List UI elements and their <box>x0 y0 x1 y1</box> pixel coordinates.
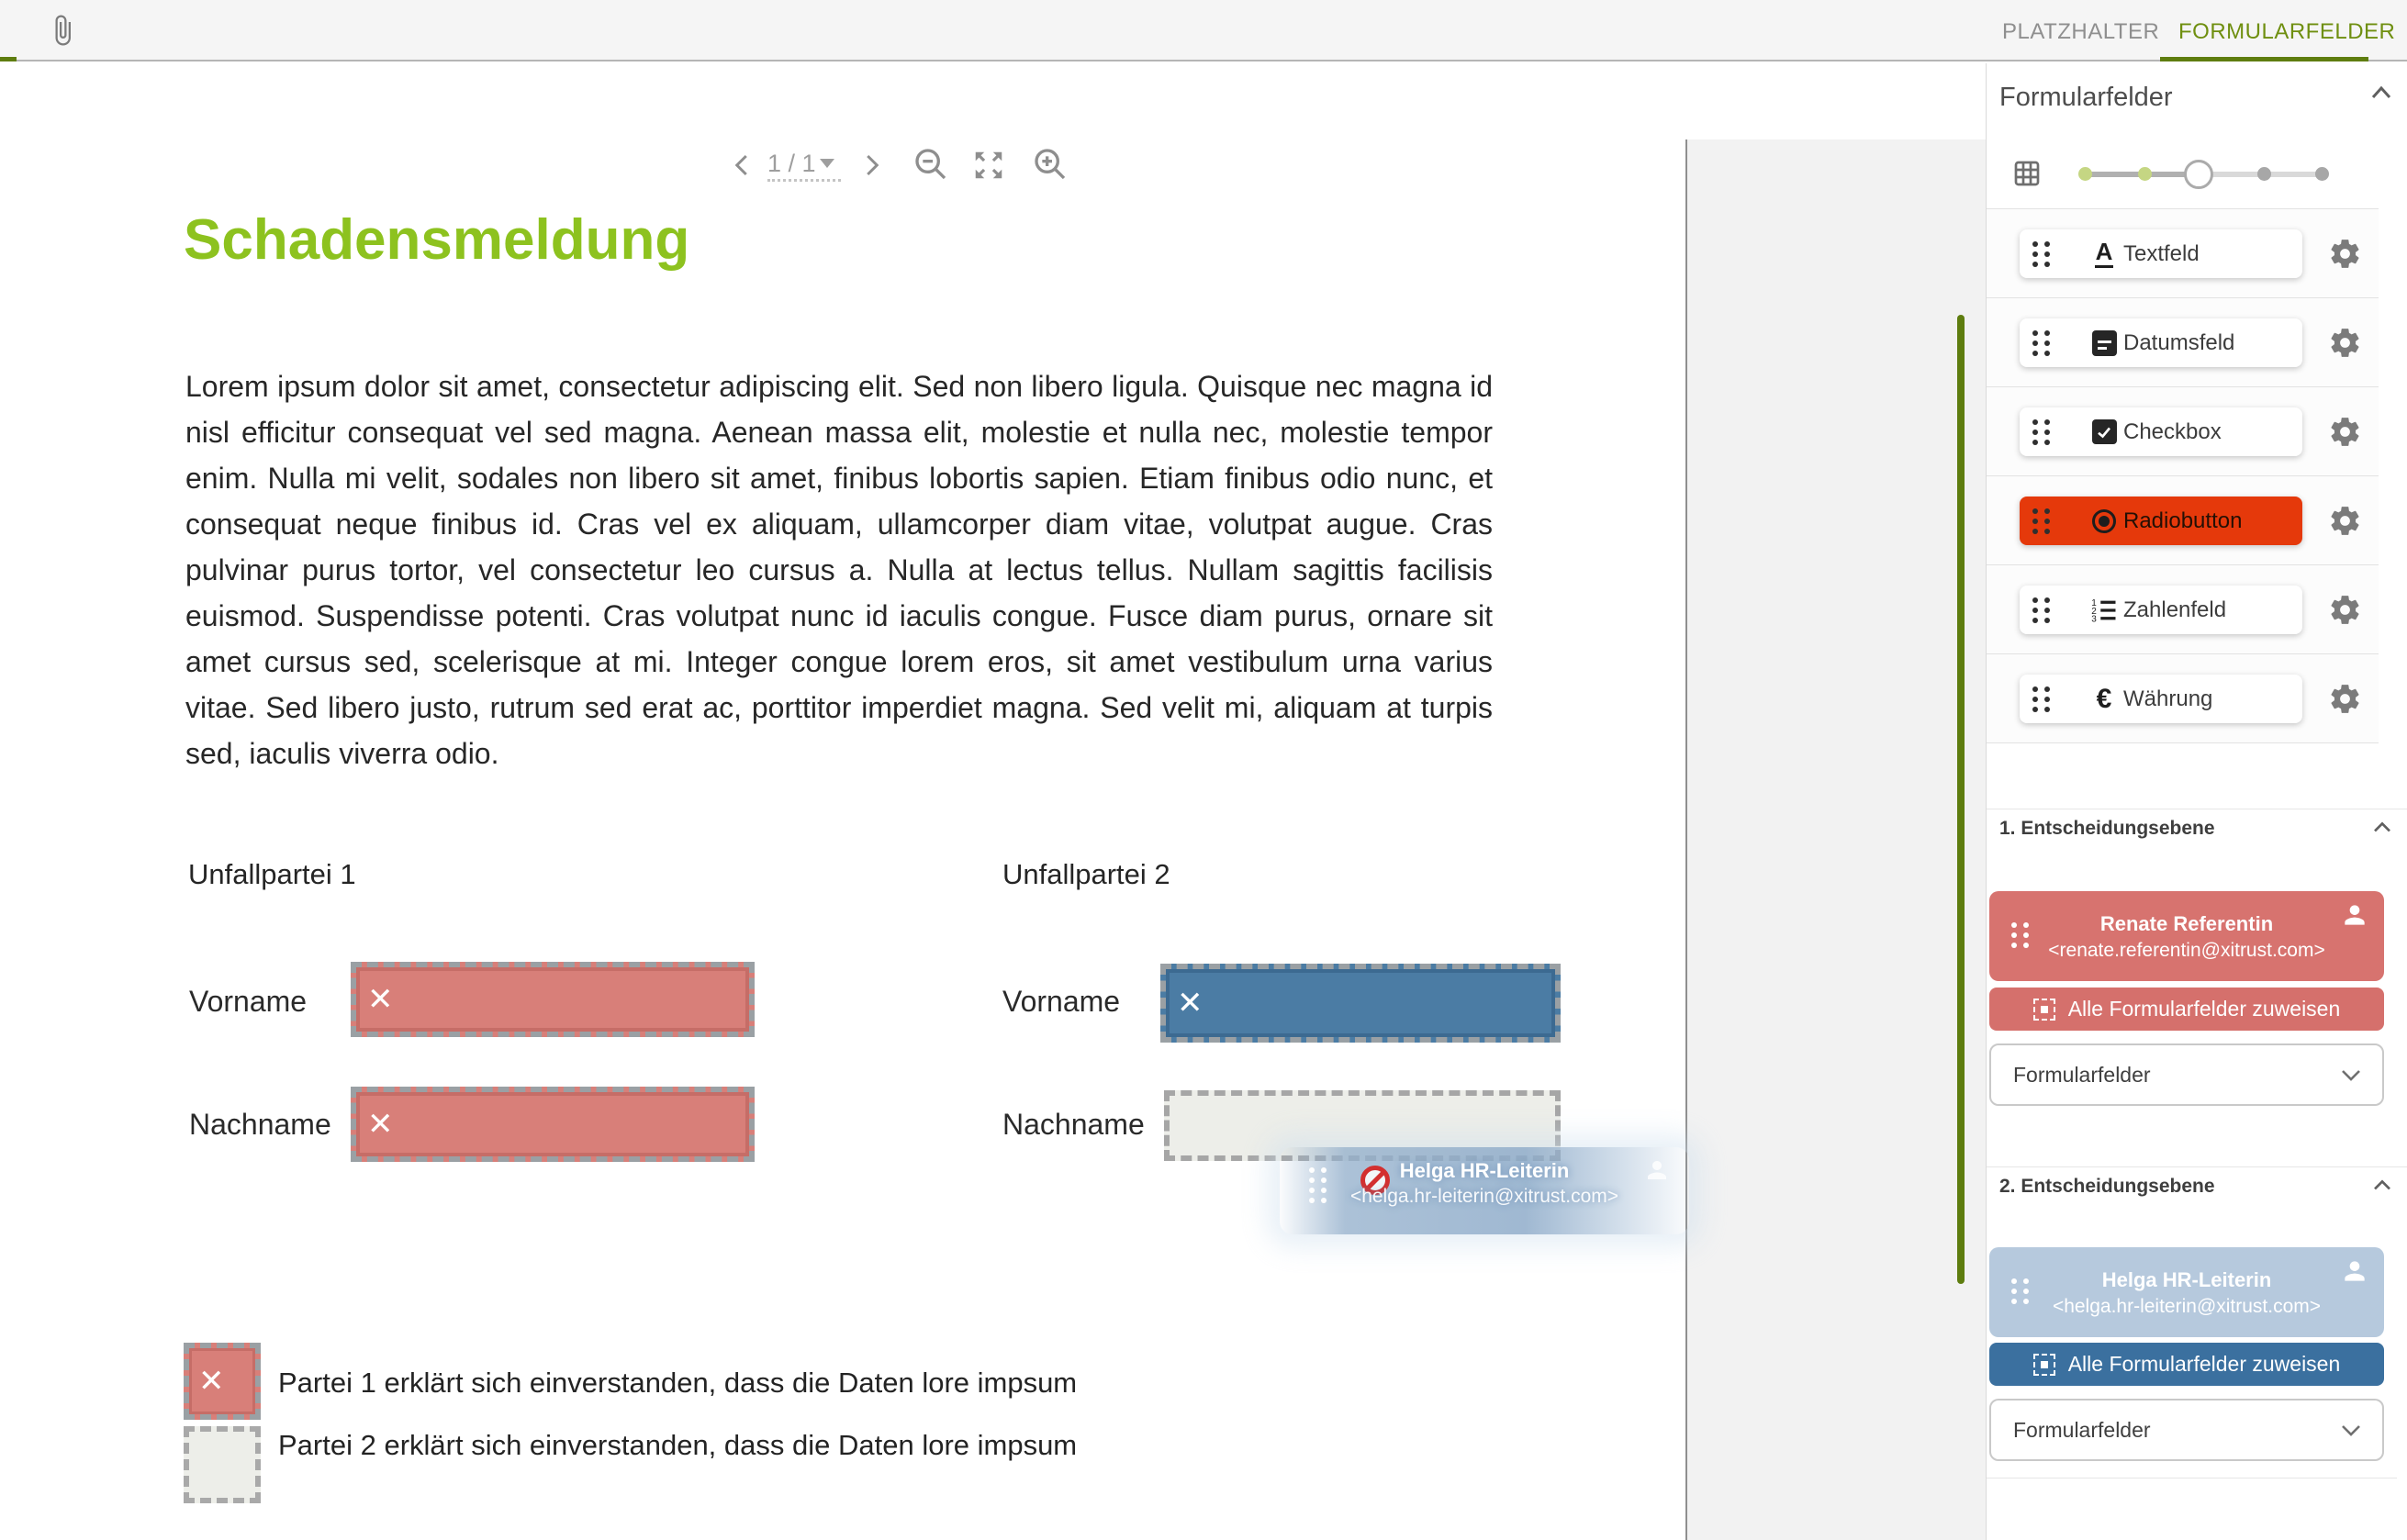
gear-icon[interactable] <box>2328 237 2362 271</box>
party2-vorname-label: Vorname <box>1002 985 1121 1018</box>
page-select-caret-icon[interactable] <box>820 159 834 168</box>
drag-handle-icon <box>2032 419 2050 445</box>
field-type-label: Datumsfeld <box>2123 329 2235 355</box>
document-paragraph: Lorem ipsum dolor sit amet, consectetur adipiscing elit. Sed non libero ligula. Quisque nec magna id nisl efficitur consequat vel sed magna. Aenean massa elit, molestie et nulla nec, molestie tempor enim. Nulla mi velit, sodales non libero sit amet, finibus lobortis sapien. Etiam finibus odio nunc, et consequat neque finibus id. Cras vel ex aliquam, ullamcorper diam vitae, volutpat augue. Cras pulvinar purus tortor, vel consectetur leo cursus a. Nulla at lectus tellus. Nullam sagittis facilisis euismod. Suspendisse potenti. Cras volutpat nunc id iaculis congue. Fusce diam purus, ornare sit amet cursus sed, scelerisque at mi. Integer congue lorem eros, sit amet vestibulum urna varius vitae. Sed libero justo, rutrum sed erat ac, porttitor imperdiet magna. Sed velit mi, aliquam at turpis sed, iaculis viverra odio. <box>185 370 1493 770</box>
slider-thumb[interactable] <box>2184 160 2213 189</box>
gear-icon[interactable] <box>2328 504 2362 538</box>
field-type-label: Textfeld <box>2123 240 2200 266</box>
field-type-waehrung[interactable] <box>2020 675 2302 723</box>
date-field-icon <box>2089 329 2119 358</box>
party1-vorname-field-assigned[interactable] <box>351 962 755 1037</box>
page-indicator-underline <box>767 179 841 182</box>
user-name: Helga HR-Leiterin <box>2101 1268 2272 1291</box>
currency-icon: € <box>2096 683 2112 714</box>
field-type-list <box>1987 208 2379 743</box>
assigned-x-mark: ✕ <box>1177 986 1204 1021</box>
number-field-icon <box>2089 596 2119 625</box>
field-type-checkbox[interactable] <box>2020 407 2302 456</box>
gear-icon[interactable] <box>2328 682 2362 716</box>
consent2-checkbox-empty[interactable] <box>184 1426 261 1503</box>
level1-section-header: 1. Entscheidungsebene <box>1999 818 2215 839</box>
drag-handle-icon <box>2032 508 2050 534</box>
chevron-down-icon <box>2340 1067 2362 1084</box>
party1-vorname-label: Vorname <box>189 985 308 1018</box>
svg-text:2: 2 <box>2091 606 2097 617</box>
ghost-user-name: Helga HR-Leiterin <box>1399 1159 1570 1182</box>
drag-ghost-user-card[interactable] <box>1280 1147 1689 1234</box>
section-bottom-edge <box>1987 1478 2397 1479</box>
zoom-in-icon[interactable] <box>1032 146 1069 183</box>
user-email: <helga.hr-leiterin@xitrust.com> <box>2052 1296 2322 1317</box>
drag-handle-icon <box>2032 686 2050 712</box>
party1-nachname-label: Nachname <box>189 1108 331 1141</box>
user-card-helga[interactable] <box>1989 1247 2384 1337</box>
select-all-icon <box>2033 999 2055 1021</box>
formularfelder-dropdown-level1[interactable] <box>1989 1043 2384 1106</box>
person-icon <box>2340 900 2369 930</box>
level2-section-header: 2. Entscheidungsebene <box>1999 1176 2215 1197</box>
assign-all-fields-button-level2[interactable] <box>1989 1343 2384 1386</box>
consent2-text: Partei 2 erklärt sich einverstanden, dass die Daten lore impsum <box>278 1429 1078 1461</box>
assign-button-label: Alle Formularfelder zuweisen <box>2067 1352 2341 1376</box>
chevron-up-icon[interactable] <box>2372 820 2392 834</box>
field-type-label: Checkbox <box>2123 418 2222 444</box>
gear-icon[interactable] <box>2328 415 2362 449</box>
field-type-row <box>1987 654 2379 743</box>
person-icon <box>1643 1156 1671 1184</box>
svg-text:3: 3 <box>2091 614 2097 624</box>
ghost-user-email: <helga.hr-leiterin@xitrust.com> <box>1349 1186 1619 1207</box>
field-type-datumsfeld[interactable] <box>2020 318 2302 367</box>
select-all-icon <box>2033 1354 2055 1376</box>
assigned-x-mark: ✕ <box>367 1107 394 1142</box>
previous-page-button[interactable] <box>729 151 756 179</box>
sidebar-heading: Formularfelder <box>1999 83 2173 112</box>
formularfelder-dropdown-level2[interactable] <box>1989 1399 2384 1461</box>
grid-size-icon[interactable] <box>2012 159 2042 188</box>
assign-all-fields-button-level1[interactable] <box>1989 988 2384 1031</box>
collapse-panel-icon[interactable] <box>2370 84 2392 102</box>
viewer-gutter <box>1687 139 1986 1540</box>
document-title: Schadensmeldung <box>184 208 690 272</box>
slider-stop-4[interactable] <box>2257 167 2271 181</box>
field-type-row <box>1987 298 2379 387</box>
assigned-x-mark: ✕ <box>367 982 394 1017</box>
text-field-icon: A <box>2089 240 2119 269</box>
section-divider <box>1987 1166 2407 1167</box>
drag-handle-icon <box>2032 241 2050 267</box>
drag-handle-icon <box>2032 597 2050 623</box>
sidebar-formularfelder <box>1986 63 2407 1540</box>
next-page-button[interactable] <box>857 151 885 179</box>
field-type-label: Währung <box>2123 686 2213 711</box>
dropdown-label: Formularfelder <box>2013 1062 2151 1087</box>
field-type-label: Zahlenfeld <box>2123 597 2227 622</box>
tab-platzhalter[interactable]: PLATZHALTER <box>2002 19 2160 44</box>
dropdown-label: Formularfelder <box>2013 1417 2151 1442</box>
assigned-x-mark: ✕ <box>198 1364 225 1399</box>
user-email: <renate.referentin@xitrust.com> <box>2048 940 2325 961</box>
field-type-row <box>1987 565 2379 654</box>
gear-icon[interactable] <box>2328 593 2362 627</box>
field-type-row <box>1987 209 2379 298</box>
checkbox-icon <box>2089 418 2119 447</box>
left-corner-accent <box>0 57 17 61</box>
drop-zone-accent-bar <box>1957 315 1965 1284</box>
drag-handle-icon <box>2032 330 2050 356</box>
consent1-checkbox-assigned[interactable] <box>184 1343 261 1420</box>
party1-heading: Unfallpartei 1 <box>188 858 356 890</box>
fullscreen-icon[interactable] <box>971 148 1006 183</box>
field-type-row <box>1987 387 2379 476</box>
party2-vorname-field-assigned[interactable] <box>1160 964 1561 1043</box>
radiobutton-icon <box>2089 507 2119 536</box>
chevron-up-icon[interactable] <box>2372 1177 2392 1192</box>
slider-stop-5[interactable] <box>2315 167 2329 181</box>
person-icon <box>2340 1256 2369 1286</box>
assign-button-label: Alle Formularfelder zuweisen <box>2067 997 2341 1021</box>
party1-nachname-field-assigned[interactable] <box>351 1087 755 1162</box>
field-type-textfeld[interactable] <box>2020 229 2302 278</box>
page-indicator[interactable]: 1 / 1 <box>767 150 816 177</box>
party2-nachname-label: Nachname <box>1002 1108 1145 1141</box>
page-toolbar <box>0 63 1986 177</box>
party2-heading: Unfallpartei 2 <box>1002 858 1170 890</box>
chevron-down-icon <box>2340 1423 2362 1439</box>
field-type-zahlenfeld[interactable] <box>2020 586 2302 634</box>
gear-icon[interactable] <box>2328 326 2362 360</box>
field-type-label: Radiobutton <box>2123 508 2243 533</box>
zoom-out-icon[interactable] <box>912 146 949 183</box>
attachment-icon[interactable] <box>46 12 79 49</box>
user-name: Renate Referentin <box>2099 912 2274 935</box>
tab-formularfelder[interactable]: FORMULARFELDER <box>2178 19 2396 44</box>
user-card-renate[interactable] <box>1989 891 2384 981</box>
svg-text:1: 1 <box>2091 597 2097 608</box>
active-tab-indicator <box>2160 57 2368 61</box>
field-type-radiobutton-active[interactable] <box>2020 497 2302 545</box>
consent1-text: Partei 1 erklärt sich einverstanden, dass die Daten lore impsum <box>278 1367 1078 1399</box>
top-bar <box>0 0 2407 61</box>
slider-stop-2[interactable] <box>2138 167 2152 181</box>
slider-stop-1[interactable] <box>2078 167 2092 181</box>
field-type-row <box>1987 476 2379 565</box>
